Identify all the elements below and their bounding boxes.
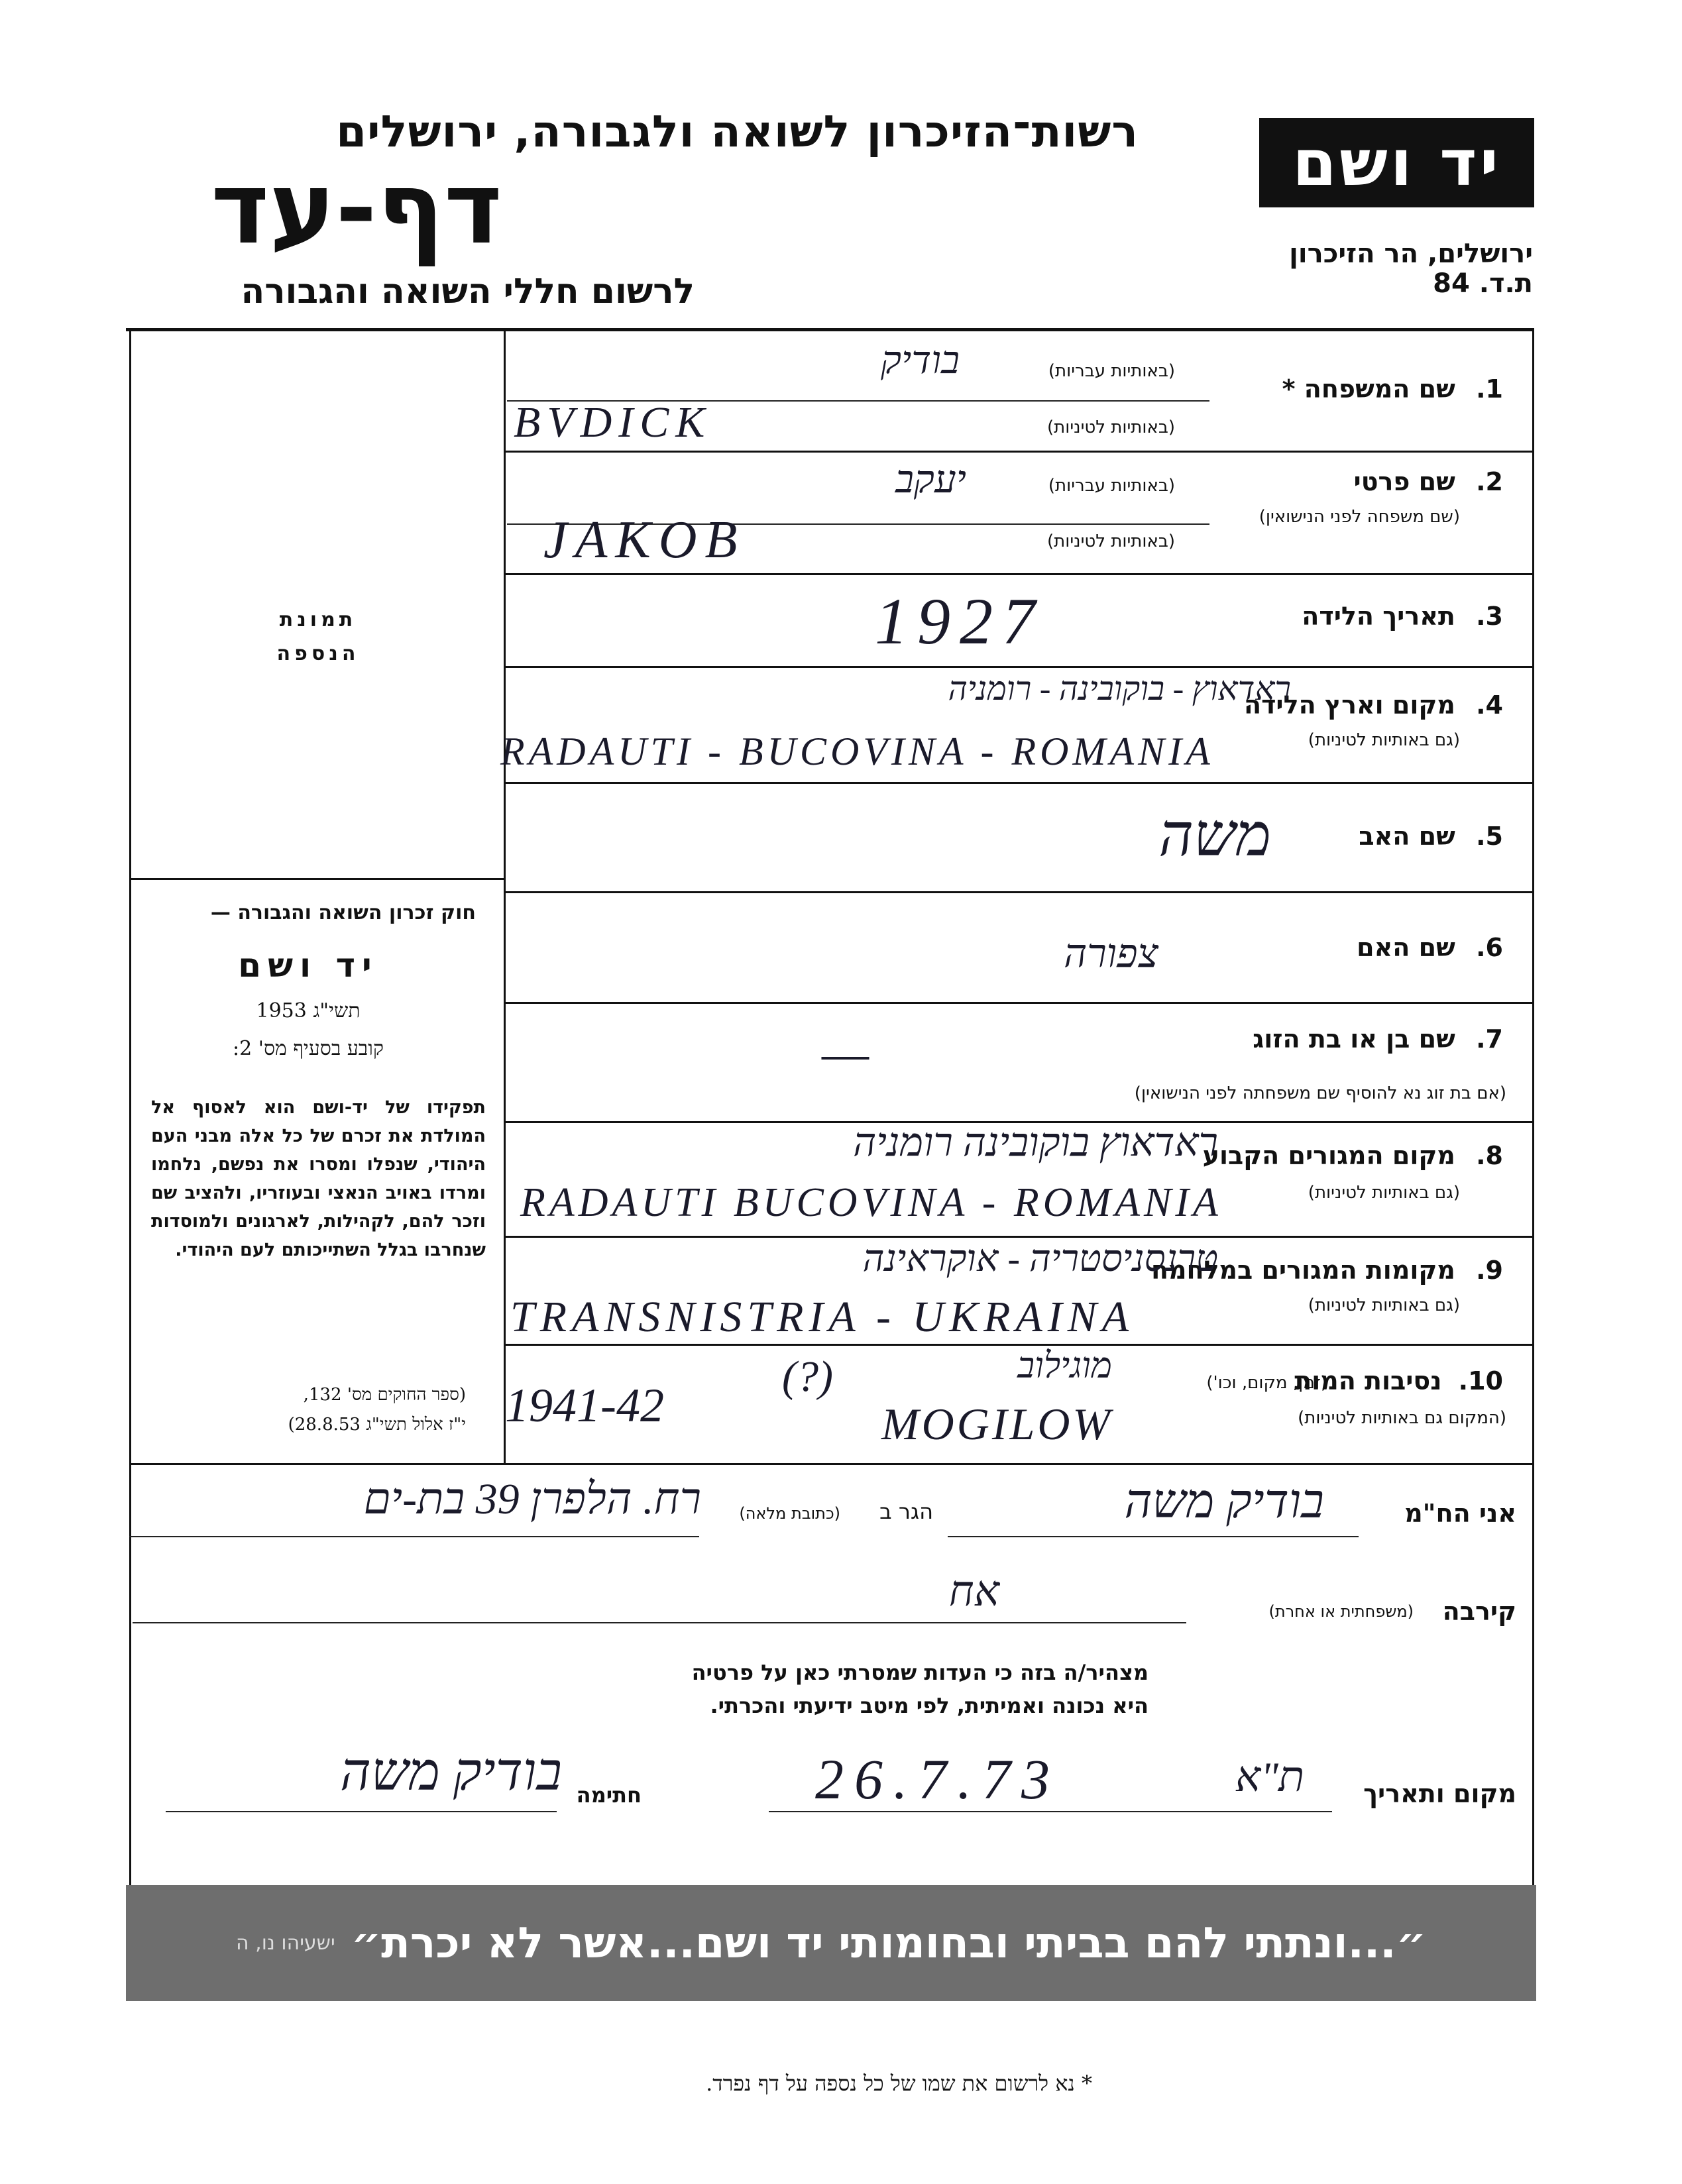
field-9-hebrew-value[interactable]: טרנסניסטריה - אוקראינה — [862, 1238, 1218, 1280]
witness-address-hint: (כתובת מלאה) — [739, 1504, 840, 1523]
signature-label: חתימה — [576, 1782, 642, 1808]
field-2-number: 2. — [1476, 467, 1503, 496]
quote-banner — [126, 1885, 1536, 2001]
field-8-note: (גם באותיות לטיניות) — [1308, 1183, 1460, 1203]
field-7-number: 7. — [1476, 1024, 1503, 1054]
field-4-label-text: מקום וארץ הלידה — [1243, 690, 1455, 720]
law-clause: קובע בסעיף מס' 2: — [233, 1037, 384, 1060]
field-10-label-text: נסיבות המות — [1294, 1366, 1442, 1395]
field-3-label-text: תאריך הלידה — [1302, 602, 1455, 631]
kinship-label: קירבה — [1442, 1597, 1516, 1626]
address-line-1: ירושלים, הר הזיכרון — [1289, 239, 1533, 269]
witness-i-label: אני הח"מ — [1404, 1499, 1516, 1528]
field-2-label-text: שם פרטי — [1353, 467, 1455, 496]
field-10-note: (המקום גם באותיות לטיניות) — [1298, 1408, 1506, 1428]
row-separator — [504, 666, 1534, 668]
row-separator — [504, 891, 1534, 893]
field-5-label-text: שם האב — [1359, 822, 1455, 851]
signature-line — [166, 1811, 557, 1812]
field-6-label — [1357, 933, 1503, 962]
field-1-hebrew-hint: (באותיות עבריות) — [1048, 361, 1175, 381]
frame-left — [129, 328, 131, 1885]
field-8-label-text: מקום המגורים הקבוע — [1202, 1141, 1455, 1170]
kinship-line — [133, 1622, 1186, 1623]
field-8-number: 8. — [1476, 1141, 1503, 1170]
field-3-label — [1302, 602, 1503, 631]
field-1-label-text: שם המשפחה * — [1282, 374, 1455, 404]
photo-box-bottom — [129, 878, 504, 880]
law-body: תפקידו של יד-ושם הוא לאסוף אל המולדת את זכרם של כל אלה מבני העם היהודי, שנפלו ומסרו את נפשם, נלחמו ומרדו באויב הנאצי ובעוזריו, ולהציב שם וזכר להם, לקהילות, לארגונים ולמוסדות שנחרבו בגלל השתייכותם לעם היהודי. — [151, 1097, 486, 1260]
field-10-latin-value[interactable]: MOGILOW — [881, 1399, 1113, 1449]
row-separator — [504, 451, 1534, 453]
place-date-label: מקום ותאריך — [1363, 1779, 1516, 1808]
authority-heading: רשות־הזיכרון לשואה ולגבורה, ירושלים — [336, 106, 1139, 157]
signature-value[interactable]: בודיק משה — [339, 1743, 562, 1802]
field-10-number: 10. — [1458, 1366, 1503, 1395]
photo-column-divider — [504, 328, 506, 1464]
photo-label: תמונת הנספה — [276, 608, 360, 665]
address-line-2: ת.ד. 84 — [1433, 268, 1533, 299]
field-1-latin-value[interactable]: BVDICK — [514, 398, 712, 447]
field-4-hebrew-value[interactable]: ראדאוץ - בוקובינה - רומניה — [948, 670, 1291, 707]
field-7-value[interactable]: — — [822, 1024, 869, 1083]
row-separator — [504, 782, 1534, 784]
place-value[interactable]: ת"א — [1235, 1753, 1304, 1800]
form-title: דף-עד — [211, 151, 502, 266]
declaration-line-1: מצהיר/ה בזה כי העדות שמסרתי כאן על פרטיה — [691, 1660, 1149, 1685]
field-1-hebrew-value[interactable]: בודיק — [881, 339, 960, 382]
field-8-latin-value[interactable]: RADAUTI BUCOVINA - ROMANIA — [520, 1180, 1222, 1225]
field-6-value[interactable]: צפורה — [1064, 932, 1158, 975]
footnote: * נא לרשום את שמו של כל נספה על דף נפרד. — [706, 2071, 1092, 2096]
form-subtitle: לרשום חללי השואה והגבורה — [241, 272, 695, 311]
field-8-label — [1203, 1141, 1503, 1170]
banner-source: ישעיהו נו, ה — [236, 1932, 335, 1955]
frame-top — [126, 328, 1534, 331]
field-3-number: 3. — [1476, 602, 1503, 631]
field-6-number: 6. — [1476, 933, 1503, 962]
field-2-label — [1354, 467, 1504, 496]
field-9-number: 9. — [1476, 1256, 1503, 1285]
witness-address-value[interactable]: רח. הלפרן 39 בת-ים — [363, 1475, 701, 1523]
field-2-hebrew-value[interactable]: יעקב — [895, 458, 966, 501]
field-10-year-value[interactable]: 1941-42 — [505, 1379, 664, 1432]
field-2-hebrew-hint: (באותיות עבריות) — [1048, 476, 1175, 496]
date-value[interactable]: 26.7.73 — [815, 1747, 1060, 1811]
field-9-label-text: מקומות המגורים במלחמה — [1150, 1256, 1455, 1285]
field-7-label-text: שם בן או בת הזוג — [1253, 1024, 1455, 1054]
field-7-label — [1253, 1024, 1503, 1054]
frame-right — [1532, 328, 1534, 1885]
field-5-value[interactable]: משה — [1158, 803, 1271, 869]
field-5-number: 5. — [1476, 822, 1503, 851]
field-9-note: (גם באותיות לטיניות) — [1308, 1295, 1460, 1315]
row-separator — [504, 573, 1534, 575]
field-4-latin-value[interactable]: RADAUTI - BUCOVINA - ROMANIA — [500, 730, 1214, 773]
field-2-latin-hint: (באותיות לטיניות) — [1047, 531, 1175, 551]
section-divider — [129, 1463, 1534, 1465]
witness-address-line — [129, 1536, 699, 1537]
witness-name-value[interactable]: בודיק משה — [1124, 1475, 1324, 1528]
law-name: יד ושם — [238, 946, 378, 985]
field-3-value[interactable]: 1927 — [875, 584, 1044, 658]
field-1-latin-hint: (באותיות לטיניות) — [1047, 417, 1175, 437]
yad-vashem-logo — [1259, 118, 1534, 207]
declaration-line-2: היא נכונה ואמיתית, לפי מיטב ידיעתי והכרתי. — [710, 1693, 1149, 1718]
witness-resides-label: הגר ב — [879, 1499, 933, 1524]
logo-text: יד ושם — [1292, 125, 1501, 200]
field-5-label — [1359, 822, 1503, 851]
field-8-hebrew-value[interactable]: ראדאוץ בוקובינה רומניה — [853, 1120, 1218, 1164]
field-10-uncertain-mark[interactable]: (?) — [782, 1352, 833, 1401]
law-year: תשי"ג 1953 — [256, 999, 361, 1022]
field-4-number: 4. — [1476, 690, 1503, 720]
law-reference-2: י"ז אלול תשי"ג 28.8.53) — [288, 1415, 466, 1435]
witness-name-line — [948, 1536, 1359, 1537]
row-separator — [504, 1002, 1534, 1004]
field-1-label — [1282, 374, 1503, 404]
field-10-hint: (זמן, מקום, וכו') — [1206, 1373, 1327, 1393]
kinship-value[interactable]: אח — [948, 1568, 999, 1615]
field-1-number: 1. — [1476, 374, 1503, 404]
law-reference-1: (ספר החוקים מס' 132, — [303, 1385, 466, 1405]
field-4-note: (גם באותיות לטיניות) — [1308, 730, 1460, 750]
law-title: חוק זכרון השואה והגבורה — — [210, 901, 476, 924]
field-2-latin-value[interactable]: JAKOB — [543, 511, 746, 569]
field-10-hebrew-value[interactable]: מוגילוב — [1017, 1346, 1112, 1386]
kinship-hint: (משפחתית או אחרת) — [1268, 1602, 1414, 1621]
field-7-note: (אם בת זוג נא להוסיף שם משפחתה לפני הנישואין) — [1134, 1083, 1506, 1103]
field-6-label-text: שם האם — [1357, 933, 1455, 962]
field-9-latin-value[interactable]: TRANSNISTRIA - UKRAINA — [510, 1293, 1135, 1341]
banner-quote: ״...ונתתי להם בביתי ובחומותי יד ושם...אשר לא יכרת״ — [351, 1918, 1426, 1968]
field-2-note: (שם משפחה לפני הנישואין) — [1259, 507, 1460, 527]
